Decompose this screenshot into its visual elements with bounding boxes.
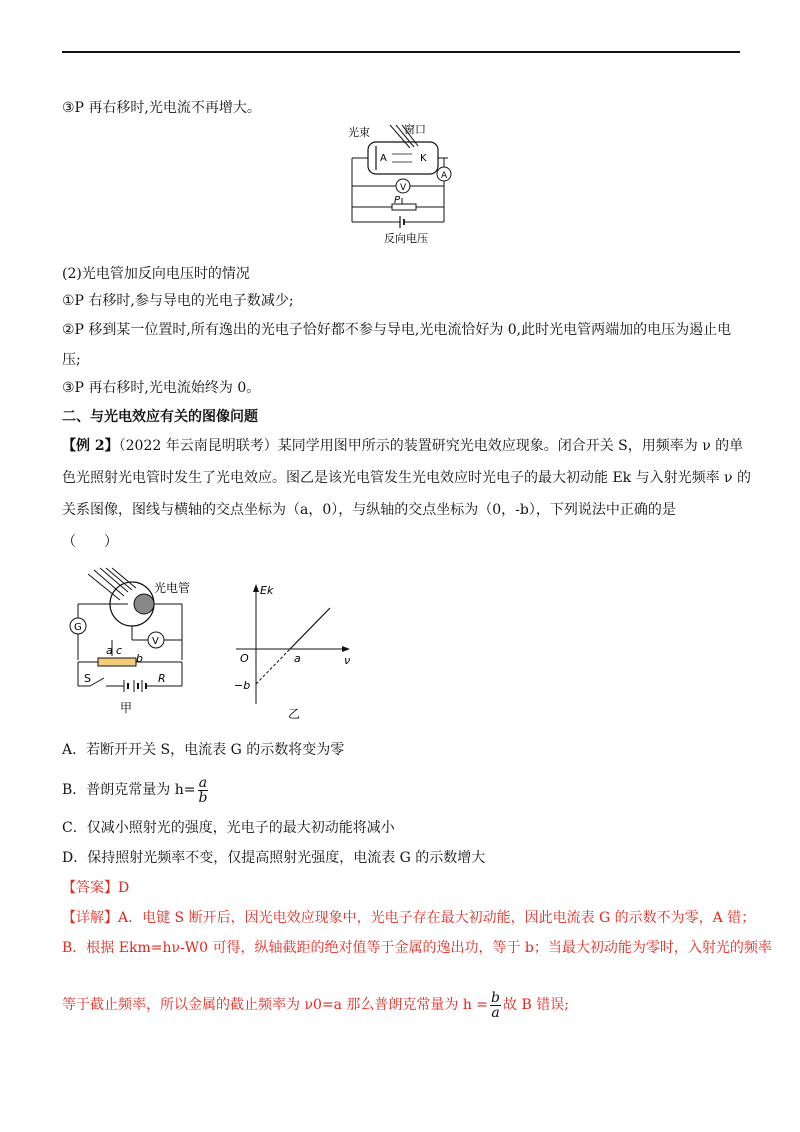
reverse-voltage-circuit-figure (340, 120, 480, 245)
window-label: 窗口 (404, 123, 426, 136)
ek-nu-graph (226, 580, 356, 720)
answer-value: D (118, 880, 130, 896)
resistor-R-label: R (158, 672, 166, 685)
reverse-title: (2)光电管加反向电压时的情况 (62, 266, 250, 282)
explain-denominator: a (491, 1004, 500, 1021)
voltmeter-label-jia: V (152, 636, 159, 647)
section-2-title: 二、与光电效应有关的图像问题 (62, 409, 258, 425)
explain-numerator: b (491, 989, 501, 1006)
circuit-figure-jia (62, 566, 202, 716)
origin-label: O (240, 652, 249, 665)
ammeter-label: A (441, 171, 448, 181)
reverse-point-1: ①P 右移时,参与导电的光电子数减少; (62, 293, 294, 309)
y-intercept-label: −b (234, 679, 251, 692)
option-b (62, 770, 210, 810)
explain-text-1: A．电键 S 断开后，因光电效应现象中，光电子存在最大初动能，因此电流表 G 的示数不为零，A 错； (118, 910, 756, 926)
x-axis-label: ν (344, 654, 351, 667)
cathode-label: K (420, 153, 427, 164)
y-axis-label: Ek (260, 584, 274, 597)
answer-label: 【答案】 (62, 880, 118, 896)
explain-line-2: B．根据 Ekm=hν-W0 可得，纵轴截距的绝对值等于金属的逸出功，等于 b；当最大初动能为零时，入射光的频率 (62, 940, 772, 956)
example-line-4: （ ） (62, 534, 118, 550)
anode-label: A (380, 153, 387, 164)
reverse-point-2: ②P 移到某一位置时,所有逸出的光电子恰好都不参与导电,光电流恰好为 0,此时光电管两端加的电压为遏止电 (62, 322, 732, 338)
option-b-denominator: b (198, 789, 208, 806)
light-beam-label: 光束 (348, 126, 370, 139)
x-intercept-label: a (294, 652, 301, 665)
resistor-b-label: b (136, 652, 143, 665)
x-axis-arrow (342, 646, 350, 652)
resistor-c-label: c (116, 644, 123, 657)
example-line-3: 关系图像，图线与横轴的交点坐标为（a，0），与纵轴的交点坐标为（0，-b），下列说法中正确的是 (62, 502, 676, 518)
resistor-a-label: a (106, 644, 113, 657)
galvanometer-label: G (74, 622, 82, 633)
slider-label: P (394, 195, 401, 206)
option-c: C．仅减小照射光的强度，光电子的最大初动能将减小 (62, 820, 395, 836)
option-b-numerator: a (198, 774, 208, 791)
header-rule (62, 51, 740, 53)
example-line-2: 色光照射光电管时发生了光电效应。图乙是该光电管发生光电效应时光电子的最大初动能 Ek 与入射光频率 ν 的 (62, 470, 752, 486)
p3-right-text: ③P 再右移时,光电流不再增大。 (62, 100, 261, 116)
switch-label: S (84, 672, 91, 685)
example-line-1 (62, 436, 743, 456)
slide-resistor (98, 658, 136, 666)
explain-fraction (490, 991, 501, 1020)
reverse-point-3: ③P 再右移时,光电流始终为 0。 (62, 380, 261, 396)
explain-label: 【详解】 (62, 910, 118, 926)
reverse-point-2-cont: 压; (62, 352, 81, 368)
y-axis-arrow (253, 584, 259, 592)
tube-label: 光电管 (154, 581, 191, 595)
photo-tube (368, 142, 438, 174)
caption-jia: 甲 (120, 701, 133, 715)
explain-line-1 (62, 908, 755, 928)
explain-suffix: 故 B 错误; (503, 997, 569, 1013)
answer-line (62, 878, 129, 898)
ek-line (290, 608, 330, 649)
option-b-fraction (198, 776, 209, 805)
example-text-1: （2022 年云南昆明联考）某同学用图甲所示的装置研究光电效应现象。闭合开关 S，用频率为 ν 的单 (118, 438, 744, 454)
voltmeter-label: V (400, 183, 407, 193)
explain-line-3 (62, 985, 569, 1025)
option-b-text: B．普朗克常量为 h= (62, 782, 196, 798)
dashed-extension (256, 649, 290, 684)
option-a: A．若断开开关 S，电流表 G 的示数将变为零 (62, 742, 345, 758)
explain-text-3: 等于截止频率，所以金属的截止频率为 ν0=a 那么普朗克常量为 h = (62, 997, 489, 1013)
example-tag: 【例 2】 (62, 438, 119, 454)
caption-yi: 乙 (288, 707, 301, 721)
option-d: D．保持照射光频率不变，仅提高照射光强度，电流表 G 的示数增大 (62, 850, 486, 866)
reverse-voltage-caption: 反向电压 (384, 232, 428, 245)
